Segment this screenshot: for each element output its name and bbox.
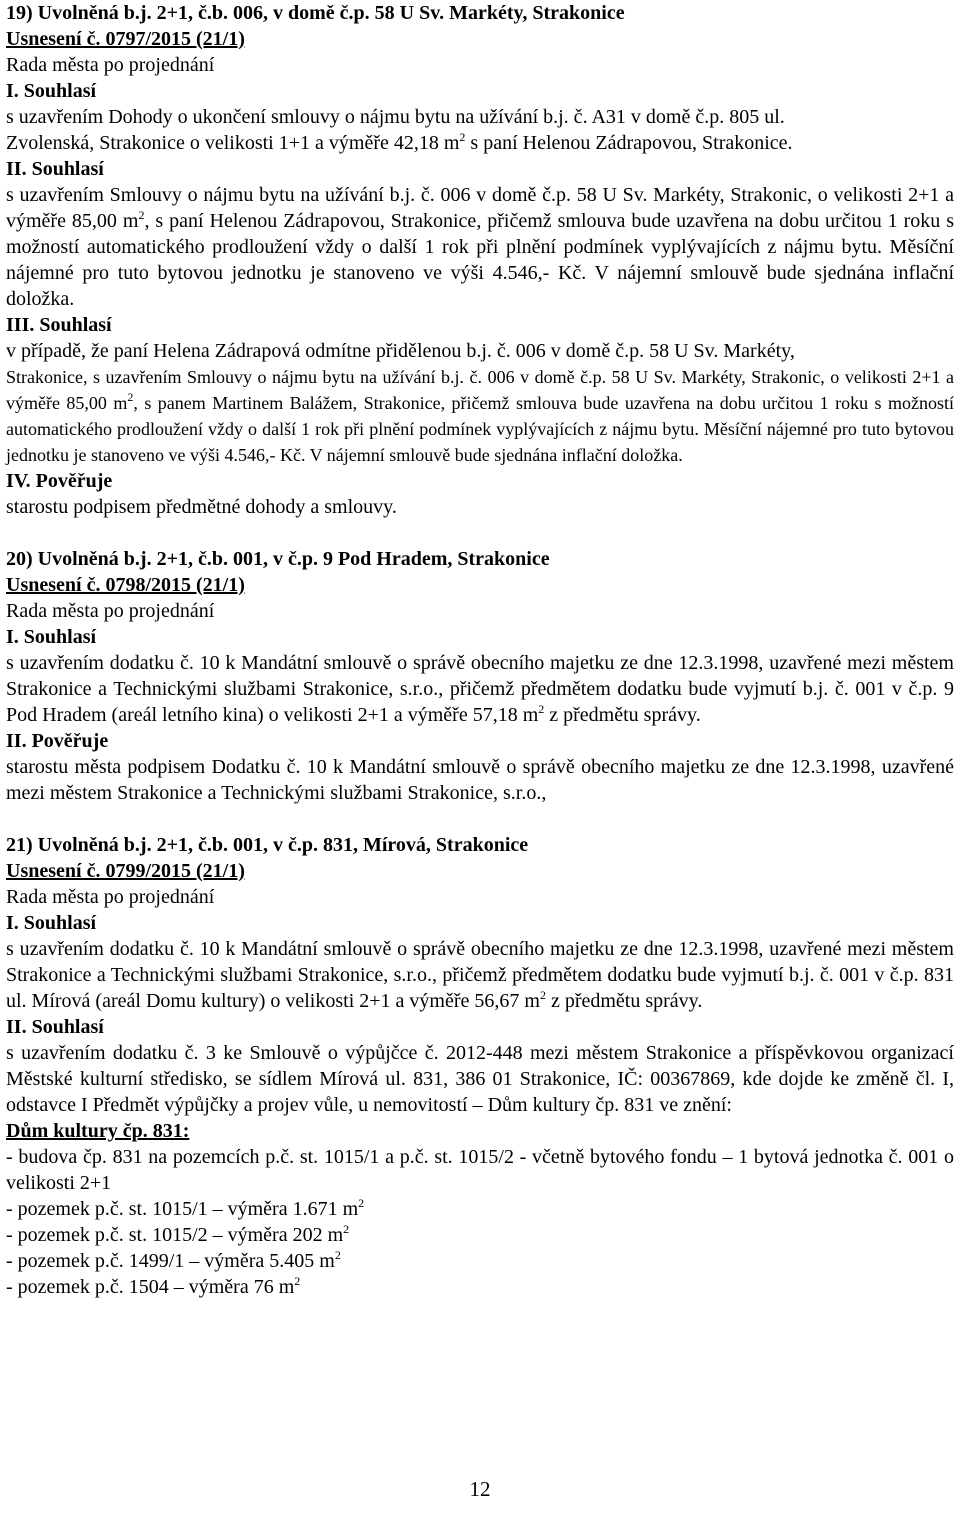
section-19-point-4-label: IV. Pověřuje [6, 470, 113, 492]
section-21-resolution: Usnesení č. 0799/2015 (21/1) [6, 860, 245, 882]
section-21-point-2-text: s uzavřením dodatku č. 3 ke Smlouvě o výpůjčce č. 2012-448 mezi městem Strakonice a příspěvkovou organizací Městské kulturní středisko, se sídlem Mírová ul. 831, 386 01 Strakonice, IČ: 00367869, kde dojde ke změně čl. I, odstavce I Předmět výpůjčky a projev vůle, u nemovitostí – Dům kultury čp. 831 ve znění: [6, 1042, 954, 1116]
section-21-point-2-label: II. Souhlasí [6, 1016, 104, 1038]
section-19-point-3-text: Strakonice, s uzavřením Smlouvy o nájmu bytu na užívání b.j. č. 006 v domě č.p. 58 U Sv. Markéty, Strakonic, o velikosti 2+1 a výměře 85,00 $m^2$, s panem Martinem Balážem, Strakonice, přičemž smlouva bude uzavřena na dobu určitou 1 roku s možností automatického prodloužení vždy o další 1 rok při plnění podmínek vyplývajících z nájmu bytu. Měsíční nájemné pro tuto bytovou jednotku je stanoveno ve výši 4.546,- Kč. V nájemní smlouvě bude sjednána inflační doložka. [6, 367, 954, 465]
section-19-resolution: Usnesení č. 0797/2015 (21/1) [6, 28, 245, 50]
section-21-heading: 21) Uvolněná b.j. 2+1, č.b. 001, v č.p. 831, Mírová, Strakonice [6, 834, 529, 856]
section-20-point-2-text: starostu města podpisem Dodatku č. 10 k Mandátní smlouvě o správě obecního majetku ze dne 12.3.1998, uzavřené mezi městem Strakonice a Technickými službami Strakonice, s.r.o., [6, 756, 954, 804]
section-19-point-1-label: I. Souhlasí [6, 80, 97, 102]
section-19-point-2-label: II. Souhlasí [6, 158, 104, 180]
section-20-point-1-label: I. Souhlasí [6, 626, 97, 648]
page-number: 12 [469, 1477, 491, 1501]
section-20-resolution: Usnesení č. 0798/2015 (21/1) [6, 574, 245, 596]
section-21-point-1-text: s uzavřením dodatku č. 10 k Mandátní smlouvě o správě obecního majetku ze dne 12.3.1998, uzavřené mezi městem Strakonice a Technickými službami Strakonice, s.r.o., přičemž předmětem dodatku bude vyjmutí b.j. č. 001 v č.p. 831 ul. Mírová (areál Domu kultury) o velikosti 2+1 a výměře 56,67 $m^2$ z předmětu správy. [6, 938, 954, 1012]
section-19-heading: 19) Uvolněná b.j. 2+1, č.b. 006, v domě č.p. 58 U Sv. Markéty, Strakonice [6, 2, 625, 24]
section-20-heading: 20) Uvolněná b.j. 2+1, č.b. 001, v č.p. 9 Pod Hradem, Strakonice [6, 548, 550, 570]
section-21-list-item: - pozemek p.č. 1499/1 – výměra 5.405 $m^2$ [6, 1248, 341, 1272]
section-20-council: Rada města po projednání [6, 600, 215, 622]
section-21-list-item: - budova čp. 831 na pozemcích p.č. st. 1015/1 a p.č. st. 1015/2 - včetně bytového fondu – 1 bytová jednotka č. 001 o velikosti 2+1 [6, 1146, 954, 1194]
section-21-dk-heading: Dům kultury čp. 831: [6, 1120, 190, 1142]
spacer [6, 520, 954, 546]
section-21-list-item: - pozemek p.č. 1504 – výměra 76 $m^2$ [6, 1274, 301, 1298]
section-19-council: Rada města po projednání [6, 54, 215, 76]
section-19-point-1-line-1: s uzavřením Dohody o ukončení smlouvy o nájmu bytu na užívání b.j. č. A31 v domě č.p. 805 ul. [6, 106, 785, 128]
section-19-point-3-label: III. Souhlasí [6, 314, 112, 336]
section-21-list-item: - pozemek p.č. st. 1015/1 – výměra 1.671 $m^2$ [6, 1196, 365, 1220]
section-21-list-item: - pozemek p.č. st. 1015/2 – výměra 202 $m^2$ [6, 1222, 350, 1246]
section-20-point-2-label: II. Pověřuje [6, 730, 109, 752]
section-19-point-3-line-1: v případě, že paní Helena Zádrapová odmítne přidělenou b.j. č. 006 v domě č.p. 58 U Sv. Markéty, [6, 340, 795, 362]
document-page [6, 0, 954, 1300]
section-19-point-4-text: starostu podpisem předmětné dohody a smlouvy. [6, 496, 397, 518]
section-21-point-1-label: I. Souhlasí [6, 912, 97, 934]
section-19-point-2-text: s uzavřením Smlouvy o nájmu bytu na užívání b.j. č. 006 v domě č.p. 58 U Sv. Markéty, Strakonic, o velikosti 2+1 a výměře 85,00 $m^2$, s paní Helenou Zádrapovou, Strakonice, přičemž smlouva bude uzavřena na dobu určitou 1 roku s možností automatického prodloužení vždy o další 1 rok při plnění podmínek vyplývajících z nájmu bytu. Měsíční nájemné pro tuto bytovou jednotku je stanoveno ve výši 4.546,- Kč. V nájemní smlouvě bude sjednána inflační doložka. [6, 184, 955, 310]
section-19-point-1-line-2: Zvolenská, Strakonice o velikosti 1+1 a výměře 42,18 $m^2$ s paní Helenou Zádrapovou, Strakonice. [6, 130, 793, 154]
spacer [6, 806, 954, 832]
section-20-point-1-text: s uzavřením dodatku č. 10 k Mandátní smlouvě o správě obecního majetku ze dne 12.3.1998, uzavřené mezi městem Strakonice a Technickými službami Strakonice, s.r.o., přičemž předmětem dodatku bude vyjmutí b.j. č. 001 v č.p. 9 Pod Hradem (areál letního kina) o velikosti 2+1 a výměře 57,18 $m^2$ z předmětu správy. [6, 652, 954, 726]
section-21-council: Rada města po projednání [6, 886, 215, 908]
